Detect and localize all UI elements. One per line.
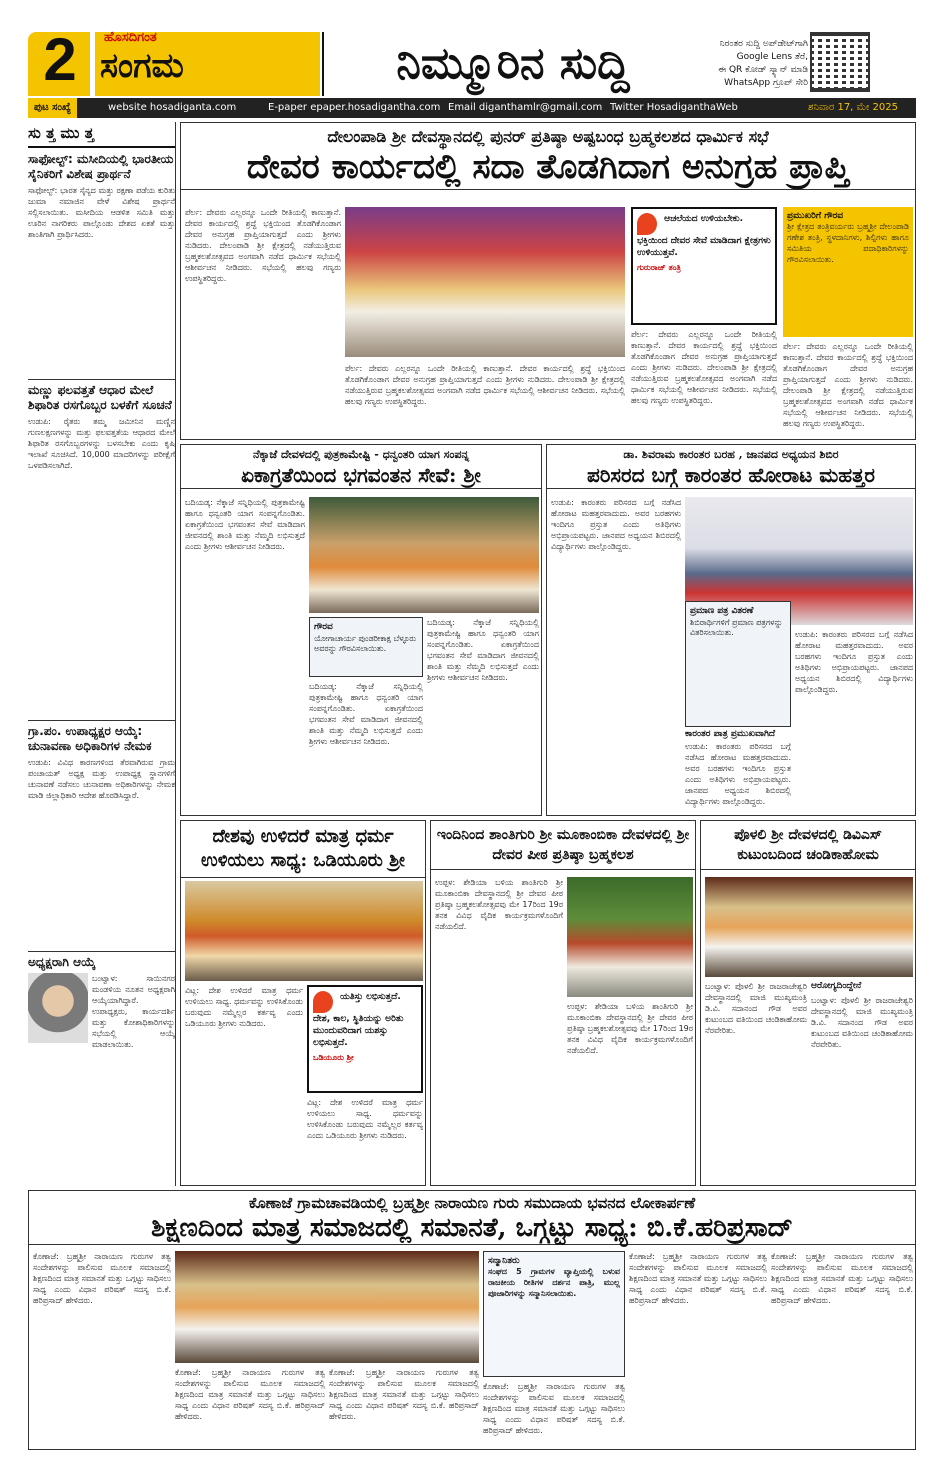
story-body: ಬದಿಯಡ್ಕ: ನೆಕ್ಕಾಜೆ ಸನ್ನಿಧಿಯಲ್ಲಿ ಪುತ್ರಕಾಮೇಷ್ಟಿ ಹಾಗೂ ಧನ್ವಂತರಿ ಯಾಗ ಸಂಪನ್ನಗೊಂಡಿತು. ಏಕಾಗ್ರತೆಯಿಂದ ಭಗವಂತನ ಸೇವೆ ಮಾಡಿದಾಗ ಜೀವನದಲ್ಲಿ ಶಾಂತಿ ಮತ್ತು ನೆಮ್ಮದಿ ಲಭಿಸುತ್ತದೆ ಎಂದು ಶ್ರೀಗಳು ಆಶೀರ್ವಚನ ನೀಡಿದರು. (427, 618, 539, 682)
qr-line: ಈ QR ಕೋಡ್ ಸ್ಕ್ಯಾನ್ ಮಾಡಿ (718, 65, 808, 75)
event-photo (705, 877, 913, 977)
left-article-headline[interactable]: ಅಧ್ಯಕ್ಷರಾಗಿ ಆಯ್ಕೆ (28, 951, 175, 970)
bottom-story (28, 1190, 916, 1450)
story-headline[interactable]: ದೇಶವು ಉಳಿದರೆ ಮಾತ್ರ ಧರ್ಮ ಉಳಿಯಲು ಸಾಧ್ಯ: ಒಡಿಯೂರು ಶ್ರೀ (181, 821, 425, 878)
person-photo (28, 973, 88, 1043)
quote-icon (313, 991, 333, 1013)
masthead-title: ನಿಮ್ಮೂರಿನ ಸುದ್ದಿ (322, 32, 702, 96)
box-headline: ಸನ್ಮಾನಿತರು (488, 1256, 520, 1266)
story-kicker: ಕೊಣಾಜೆ ಗ್ರಾಮಚಾವಡಿಯಲ್ಲಿ ಬ್ರಹ್ಮಶ್ರೀ ನಾರಾಯಣ ಗುರು ಸಮುದಾಯ ಭವನದ ಲೋಕಾರ್ಪಣೆ (248, 1194, 696, 1212)
section-label: ಪುಟ ಸಂಖ್ಯೆ (28, 98, 77, 118)
issue-date: ಶನಿವಾರ 17, ಮೇ 2025 (808, 102, 898, 113)
story-body: ಬಂಟ್ವಾಳ: ಪೊಳಲಿ ಶ್ರೀ ರಾಜರಾಜೇಶ್ವರಿ ದೇವಸ್ಥಾನದಲ್ಲಿ ಮಾಜಿ ಮುಖ್ಯಮಂತ್ರಿ ಡಿ.ವಿ. ಸದಾನಂದ ಗೌಡ ಅವರ ಕುಟುಂಬದ ವತಿಯಿಂದ ಚಂಡಿಕಾಹೋಮ ನೆರವೇರಿತು. (811, 996, 913, 1049)
suttamutta-logo: ಸು ತ್ತ ಮು ತ್ತ (28, 122, 175, 148)
info-box (309, 617, 423, 677)
left-article-body: ಉಡುಪಿ: ವಿವಿಧ ಕಾರಣಗಳಿಂದ ತೆರವಾಗಿರುವ ಗ್ರಾಮ ಪಂಚಾಯತ್ ಅಧ್ಯಕ್ಷ ಮತ್ತು ಉಪಾಧ್ಯಕ್ಷ ಸ್ಥಾನಗಳಿಗೆ ಚುನಾವಣೆ ನಡೆಸಲು ಚುನಾವಣಾ ಅಧಿಕಾರಿಗಳನ್ನು ನೇಮಕ ಮಾಡಿ ಜಿಲ್ಲಾಧಿಕಾರಿ ಆದೇಶ ಹೊರಡಿಸಿದ್ದಾರೆ. (28, 758, 175, 800)
story-body: ಉಡುಪಿ: ಕಾರಂತರು ಪರಿಸರದ ಬಗ್ಗೆ ನಡೆಸಿದ ಹೋರಾಟ ಮಹತ್ತರವಾದುದು. ಅವರ ಬರಹಗಳು ಇಂದಿಗೂ ಪ್ರಸ್ತುತ ಎಂದು ಅತಿಥಿಗಳು ಅಭಿಪ್ರಾಯಪಟ್ಟರು. ಜಾನಪದ ಅಧ್ಯಯನ ಶಿಬಿರದಲ್ಲಿ ವಿದ್ಯಾರ್ಥಿಗಳು ಪಾಲ್ಗೊಂಡಿದ್ದರು. (795, 630, 913, 694)
info-head: ಪ್ರಮಾಣ ಪತ್ರ ವಿತರಣೆ (690, 606, 754, 616)
story-body: ಉಪ್ಪಳ: ಶೇಡಿಯಾ ಬಳಿಯ ಶಾಂತಿಗುರಿ ಶ್ರೀ ಮೂಕಾಂಬಿಕಾ ದೇವಸ್ಥಾನದಲ್ಲಿ ಶ್ರೀ ದೇವರ ಪೀಠ ಪ್ರತಿಷ್ಠಾ ಬ್ರಹ್ಮಕಲಶೋತ್ಸವವು ಮೇ 17ರಿಂದ 19ರ ತನಕ ವಿವಿಧ ವೈದಿಕ ಕಾರ್ಯಕ್ರಮಗಳೊಂದಿಗೆ ನಡೆಯಲಿದೆ. (435, 878, 563, 931)
honour-box (783, 207, 913, 337)
story-headline[interactable]: ಏಕಾಗ್ರತೆಯಿಂದ ಭಗವಂತನ ಸೇವೆ: ಶ್ರೀ (181, 462, 541, 489)
story-body: ಕೊಣಾಜೆ: ಬ್ರಹ್ಮಶ್ರೀ ನಾರಾಯಣ ಗುರುಗಳ ತತ್ವ ಸಂದೇಶಗಳನ್ನು ಪಾಲಿಸುವ ಮೂಲಕ ಸಮಾಜದಲ್ಲಿ ಶಿಕ್ಷಣದಿಂದ ಮಾತ್ರ ಸಮಾನತೆ ಮತ್ತು ಒಗ್ಗಟ್ಟು ಸಾಧಿಸಲು ಸಾಧ್ಯ ಎಂದು ವಿಧಾನ ಪರಿಷತ್ ಸದಸ್ಯ ಬಿ.ಕೆ. ಹರಿಪ್ರಸಾದ್ ಹೇಳಿದರು. (483, 1382, 625, 1435)
info-head: ಗೌರವ (314, 622, 333, 632)
left-article-body: ಬಂಟ್ವಾಳ: ಸಾಯಿನಗರ ಮಂಡಳಿಯ ನೂತನ ಅಧ್ಯಕ್ಷರಾಗಿ ಆಯ್ಕೆಯಾಗಿದ್ದಾರೆ. ಉಪಾಧ್ಯಕ್ಷರು, ಕಾರ್ಯದರ್ಶಿ ಮತ್ತು ಕೋಶಾಧಿಕಾರಿಗಳನ್ನು ಸಭೆಯಲ್ಲಿ ಆಯ್ಕೆ ಮಾಡಲಾಯಿತು. (92, 974, 175, 1049)
page-number: 2 (43, 26, 77, 93)
top-story-body: ಪೆರ್ಲ: ದೇವರು ಎಲ್ಲರನ್ನೂ ಒಂದೇ ರೀತಿಯಲ್ಲಿ ಕಾಣುತ್ತಾನೆ. ದೇವರ ಕಾರ್ಯದಲ್ಲಿ ಶ್ರದ್ಧೆ ಭಕ್ತಿಯಿಂದ ತೊಡಗಿಕೊಂಡಾಗ ದೇವರ ಅನುಗ್ರಹ ಪ್ರಾಪ್ತಿಯಾಗುತ್ತದೆ ಎಂದು ಶ್ರೀಗಳು ನುಡಿದರು. ದೇಲಂಪಾಡಿ ಶ್ರೀ ಕ್ಷೇತ್ರದಲ್ಲಿ ನಡೆಯುತ್ತಿರುವ ಬ್ರಹ್ಮಕಲಶೋತ್ಸವದ ಅಂಗವಾಗಿ ನಡೆದ ಧಾರ್ಮಿಕ ಸಭೆಯಲ್ಲಿ ಆಶೀರ್ವಚನ ನೀಡಿದರು. ಸಭೆಯಲ್ಲಿ ಹಲವು ಗಣ್ಯರು ಉಪಸ್ಥಿತರಿದ್ದರು. (783, 342, 913, 428)
box-body: ಸಂಘದ 5 ಗ್ರಾಮಗಳ ವ್ಯಾಪ್ತಿಯಲ್ಲಿ ಬಳುವ ರಾಜಕೀಯ ರೀತಿಗಳ ದರ್ಶನ ಪಾತ್ರಿ, ಮುಲ್ಲ ಪೂಜಾರಿಗಳನ್ನು ಸನ್ಮಾನಿಸಲಾಯಿತು. (488, 1267, 620, 1298)
story-kicker: ಡಾ. ಶಿವರಾಮ ಕಾರಂತರ ಬರಹ , ಜಾನಪದ ಅಧ್ಯಯನ ಶಿಬಿರ (623, 448, 839, 461)
quote-text: ಯತಿಸ್ತು ಲಭಿಸುತ್ತದೆ. ದೇಶ, ಕಾಲ, ಸ್ಥಿತಿಯನ್ನು ಅರಿತು ಮುಂದುವರಿದಾಗ ಯಶಸ್ಸು ಲಭಿಸುತ್ತದೆ. (313, 992, 404, 1048)
quote-text: ಆಚಲೆಯದ ಉಳಿಯಬೇಕು. ಭಕ್ತಿಯಿಂದ ದೇವರ ಸೇವೆ ಮಾಡಿದಾಗ ಕ್ಷೇತ್ರಗಳು ಉಳಿಯುತ್ತವೆ. (637, 214, 771, 258)
story-body: ಕೊಣಾಜೆ: ಬ್ರಹ್ಮಶ್ರೀ ನಾರಾಯಣ ಗುರುಗಳ ತತ್ವ ಸಂದೇಶಗಳನ್ನು ಪಾಲಿಸುವ ಮೂಲಕ ಸಮಾಜದಲ್ಲಿ ಶಿಕ್ಷಣದಿಂದ ಮಾತ್ರ ಸಮಾನತೆ ಮತ್ತು ಒಗ್ಗಟ್ಟು ಸಾಧಿಸಲು ಸಾಧ್ಯ ಎಂದು ವಿಧಾನ ಪರಿಷತ್ ಸದಸ್ಯ ಬಿ.ಕೆ. ಹರಿಪ್ರಸಾದ್ ಹೇಳಿದರು. (33, 1252, 171, 1305)
top-story-body: ಪೆರ್ಲ: ದೇವರು ಎಲ್ಲರನ್ನೂ ಒಂದೇ ರೀತಿಯಲ್ಲಿ ಕಾಣುತ್ತಾನೆ. ದೇವರ ಕಾರ್ಯದಲ್ಲಿ ಶ್ರದ್ಧೆ ಭಕ್ತಿಯಿಂದ ತೊಡಗಿಕೊಂಡಾಗ ದೇವರ ಅನುಗ್ರಹ ಪ್ರಾಪ್ತಿಯಾಗುತ್ತದೆ ಎಂದು ಶ್ರೀಗಳು ನುಡಿದರು. ದೇಲಂಪಾಡಿ ಶ್ರೀ ಕ್ಷೇತ್ರದಲ್ಲಿ ನಡೆಯುತ್ತಿರುವ ಬ್ರಹ್ಮಕಲಶೋತ್ಸವದ ಅಂಗವಾಗಿ ನಡೆದ ಧಾರ್ಮಿಕ ಸಭೆಯಲ್ಲಿ ಆಶೀರ್ವಚನ ನೀಡಿದರು. ಸಭೆಯಲ್ಲಿ ಹಲವು ಗಣ್ಯರು ಉಪಸ್ಥಿತರಿದ್ದರು. (631, 330, 777, 405)
temple-photo (567, 877, 693, 997)
story-body: ಕೊಣಾಜೆ: ಬ್ರಹ್ಮಶ್ರೀ ನಾರಾಯಣ ಗುರುಗಳ ತತ್ವ ಸಂದೇಶಗಳನ್ನು ಪಾಲಿಸುವ ಮೂಲಕ ಸಮಾಜದಲ್ಲಿ ಶಿಕ್ಷಣದಿಂದ ಮಾತ್ರ ಸಮಾನತೆ ಮತ್ತು ಒಗ್ಗಟ್ಟು ಸಾಧಿಸಲು ಸಾಧ್ಯ ಎಂದು ವಿಧಾನ ಪರಿಷತ್ ಸದಸ್ಯ ಬಿ.ಕೆ. ಹರಿಪ್ರಸಾದ್ ಹೇಳಿದರು. (771, 1252, 913, 1305)
twitter-link[interactable]: Twitter HosadiganthaWeb (610, 102, 738, 113)
felicitation-box (483, 1251, 625, 1377)
qr-line: Google Lens ತೆರೆ, (736, 52, 808, 62)
story-body: ವಿಟ್ಲ: ದೇಶ ಉಳಿದರೆ ಮಾತ್ರ ಧರ್ಮ ಉಳಿಯಲು ಸಾಧ್ಯ. ಧರ್ಮವನ್ನು ಉಳಿಸಿಕೊಂಡು ಬರುವುದು ನಮ್ಮೆಲ್ಲರ ಕರ್ತವ್ಯ ಎಂದು ಒಡಿಯೂರು ಶ್ರೀಗಳು ನುಡಿದರು. (185, 986, 303, 1028)
event-photo (345, 207, 625, 357)
info-box (685, 601, 791, 727)
story-mookambika (430, 820, 696, 1186)
website-link[interactable]: website hosadiganta.com (108, 102, 237, 113)
left-article-headline[interactable]: ಮಣ್ಣು ಫಲವತ್ತತೆ ಆಧಾರ ಮೇಲೆ ಶಿಫಾರಿತ ರಸಗೊಬ್ಬರ ಬಳಕೆಗೆ ಸೂಚನೆ (28, 379, 175, 413)
story-body: ಬದಿಯಡ್ಕ: ನೆಕ್ಕಾಜೆ ಸನ್ನಿಧಿಯಲ್ಲಿ ಪುತ್ರಕಾಮೇಷ್ಟಿ ಹಾಗೂ ಧನ್ವಂತರಿ ಯಾಗ ಸಂಪನ್ನಗೊಂಡಿತು. ಏಕಾಗ್ರತೆಯಿಂದ ಭಗವಂತನ ಸೇವೆ ಮಾಡಿದಾಗ ಜೀವನದಲ್ಲಿ ಶಾಂತಿ ಮತ್ತು ನೆಮ್ಮದಿ ಲಭಿಸುತ್ತದೆ ಎಂದು ಶ್ರೀಗಳು ಆಶೀರ್ವಚನ ನೀಡಿದರು. (309, 682, 423, 746)
top-story-kicker: ದೇಲಂಪಾಡಿ ಶ್ರೀ ದೇವಸ್ಥಾನದಲ್ಲಿ ಪುನರ್ ಪ್ರತಿಷ್ಠಾ ಅಷ್ಟಬಂಧ ಬ್ರಹ್ಮಕಲಶದ ಧಾರ್ಮಿಕ ಸಭೆ (327, 127, 769, 146)
honour-headline: ಪ್ರಮುಖರಿಗೆ ಗೌರವ (787, 211, 844, 221)
story-headline[interactable]: ಶಿಕ್ಷಣದಿಂದ ಮಾತ್ರ ಸಮಾಜದಲ್ಲಿ ಸಮಾನತೆ, ಒಗ್ಗಟ್ಟು ಸಾಧ್ಯ: ಬಿ.ಕೆ.ಹರಿಪ್ರಸಾದ್ (29, 1212, 915, 1245)
story-body: ಕೊಣಾಜೆ: ಬ್ರಹ್ಮಶ್ರೀ ನಾರಾಯಣ ಗುರುಗಳ ತತ್ವ ಸಂದೇಶಗಳನ್ನು ಪಾಲಿಸುವ ಮೂಲಕ ಸಮಾಜದಲ್ಲಿ ಶಿಕ್ಷಣದಿಂದ ಮಾತ್ರ ಸಮಾನತೆ ಮತ್ತು ಒಗ್ಗಟ್ಟು ಸಾಧಿಸಲು ಸಾಧ್ಯ ಎಂದು ವಿಧಾನ ಪರಿಷತ್ ಸದಸ್ಯ ಬಿ.ಕೆ. ಹರಿಪ್ರಸಾದ್ ಹೇಳಿದರು. (175, 1368, 325, 1421)
story-polali (700, 820, 916, 1186)
qr-instructions (696, 38, 808, 90)
left-article-body: ಉಡುಪಿ: ರೈತರು ತಮ್ಮ ಜಮೀನಿನ ಮಣ್ಣಿನ ಗುಣಲಕ್ಷಣಗಳನ್ನು ಮತ್ತು ಫಲವತ್ತತೆಯ ಆಧಾರದ ಮೇಲೆ ಶಿಫಾರಿತ ರಸಗೊಬ್ಬರಗಳನ್ನು ಬಳಸಬೇಕು ಎಂದು ಕೃಷಿ ಇಲಾಖೆ ಸೂಚಿಸಿದೆ. 10,000 ಮಾದರಿಗಳನ್ನು ಪರೀಕ್ಷೆಗೆ ಒಳಪಡಿಸಲಾಗಿದೆ. (28, 417, 175, 470)
story-body: ಉಪ್ಪಳ: ಶೇಡಿಯಾ ಬಳಿಯ ಶಾಂತಿಗುರಿ ಶ್ರೀ ಮೂಕಾಂಬಿಕಾ ದೇವಸ್ಥಾನದಲ್ಲಿ ಶ್ರೀ ದೇವರ ಪೀಠ ಪ್ರತಿಷ್ಠಾ ಬ್ರಹ್ಮಕಲಶೋತ್ಸವವು ಮೇ 17ರಿಂದ 19ರ ತನಕ ವಿವಿಧ ವೈದಿಕ ಕಾರ್ಯಕ್ರಮಗಳೊಂದಿಗೆ ನಡೆಯಲಿದೆ. (567, 1002, 693, 1055)
quote-author: ಗುರುರಾಜ್ ತಂತ್ರಿ (637, 263, 681, 272)
top-story (180, 122, 916, 440)
brand-publication: ಹೊಸದಿಗಂತ (104, 30, 157, 45)
event-photo (309, 497, 539, 613)
story-body: ಬದಿಯಡ್ಕ: ನೆಕ್ಕಾಜೆ ಸನ್ನಿಧಿಯಲ್ಲಿ ಪುತ್ರಕಾಮೇಷ್ಟಿ ಹಾಗೂ ಧನ್ವಂತರಿ ಯಾಗ ಸಂಪನ್ನಗೊಂಡಿತು. ಏಕಾಗ್ರತೆಯಿಂದ ಭಗವಂತನ ಸೇವೆ ಮಾಡಿದಾಗ ಜೀವನದಲ್ಲಿ ಶಾಂತಿ ಮತ್ತು ನೆಮ್ಮದಿ ಲಭಿಸುತ್ತದೆ ಎಂದು ಶ್ರೀಗಳು ಆಶೀರ್ವಚನ ನೀಡಿದರು. (185, 498, 305, 551)
top-story-body: ಪೆರ್ಲ: ದೇವರು ಎಲ್ಲರನ್ನೂ ಒಂದೇ ರೀತಿಯಲ್ಲಿ ಕಾಣುತ್ತಾನೆ. ದೇವರ ಕಾರ್ಯದಲ್ಲಿ ಶ್ರದ್ಧೆ ಭಕ್ತಿಯಿಂದ ತೊಡಗಿಕೊಂಡಾಗ ದೇವರ ಅನುಗ್ರಹ ಪ್ರಾಪ್ತಿಯಾಗುತ್ತದೆ ಎಂದು ಶ್ರೀಗಳು ನುಡಿದರು. ದೇಲಂಪಾಡಿ ಶ್ರೀ ಕ್ಷೇತ್ರದಲ್ಲಿ ನಡೆಯುತ್ತಿರುವ ಬ್ರಹ್ಮಕಲಶೋತ್ಸವದ ಅಂಗವಾಗಿ ನಡೆದ ಧಾರ್ಮಿಕ ಸಭೆಯಲ್ಲಿ ಆಶೀರ್ವಚನ ನೀಡಿದರು. ಸಭೆಯಲ್ಲಿ ಹಲವು ಗಣ್ಯರು ಉಪಸ್ಥಿತರಿದ್ದರು. (345, 364, 625, 406)
event-photo (185, 881, 423, 981)
left-column (28, 122, 176, 1186)
story-body: ಬಂಟ್ವಾಳ: ಪೊಳಲಿ ಶ್ರೀ ರಾಜರಾಜೇಶ್ವರಿ ದೇವಸ್ಥಾನದಲ್ಲಿ ಮಾಜಿ ಮುಖ್ಯಮಂತ್ರಿ ಡಿ.ವಿ. ಸದಾನಂದ ಗೌಡ ಅವರ ಕುಟುಂಬದ ವತಿಯಿಂದ ಚಂಡಿಕಾಹೋಮ ನೆರವೇರಿತು. (705, 982, 807, 1035)
left-article-body: ಸಾಫೋಲ್ಟ್: ಭಾರತ ಸೈನ್ಯದ ಮತ್ತು ರಕ್ಷಣಾ ಪಡೆಯ ಕುರಿತು ಜುಮಾ ನಮಾಜಿನ ವೇಳೆ ವಿಶೇಷ ಪ್ರಾರ್ಥನೆ ಸಲ್ಲಿಸಲಾಯಿತು. ಮಸೀದಿಯ ಆಡಳಿತ ಸಮಿತಿ ಮತ್ತು ಊರಿನ ನಾಗರಿಕರು ಪಾಲ್ಗೊಂಡು ದೇಶದ ಏಕತೆ ಮತ್ತು ಶಾಂತಿಗಾಗಿ ಪ್ರಾರ್ಥಿಸಿದರು. (28, 186, 175, 239)
top-story-body: ಪೆರ್ಲ: ದೇವರು ಎಲ್ಲರನ್ನೂ ಒಂದೇ ರೀತಿಯಲ್ಲಿ ಕಾಣುತ್ತಾನೆ. ದೇವರ ಕಾರ್ಯದಲ್ಲಿ ಶ್ರದ್ಧೆ ಭಕ್ತಿಯಿಂದ ತೊಡಗಿಕೊಂಡಾಗ ದೇವರ ಅನುಗ್ರಹ ಪ್ರಾಪ್ತಿಯಾಗುತ್ತದೆ ಎಂದು ಶ್ರೀಗಳು ನುಡಿದರು. ದೇಲಂಪಾಡಿ ಶ್ರೀ ಕ್ಷೇತ್ರದಲ್ಲಿ ನಡೆಯುತ್ತಿರುವ ಬ್ರಹ್ಮಕಲಶೋತ್ಸವದ ಅಂಗವಾಗಿ ನಡೆದ ಧಾರ್ಮಿಕ ಸಭೆಯಲ್ಲಿ ಆಶೀರ್ವಚನ ನೀಡಿದರು. ಸಭೆಯಲ್ಲಿ ಹಲವು ಗಣ್ಯರು ಉಪಸ್ಥಿತರಿದ್ದರು. (185, 208, 341, 283)
story-karanth (546, 444, 916, 816)
qr-code-pattern (814, 36, 866, 88)
qr-line: WhatsApp ಗ್ರೂಪ್ ಸೇರಿ (724, 78, 808, 88)
info-bar (28, 98, 916, 118)
top-story-headline[interactable]: ದೇವರ ಕಾರ್ಯದಲ್ಲಿ ಸದಾ ತೊಡಗಿದಾಗ ಅನುಗ್ರಹ ಪ್ರಾಪ್ತಿ (181, 147, 915, 190)
email-link[interactable]: Email diganthamlr@gmail.com (448, 102, 603, 113)
story-odiyur (180, 820, 426, 1186)
quote-author: ಒಡಿಯೂರು ಶ್ರೀ (313, 1053, 354, 1062)
story-body: ವಿಟ್ಲ: ದೇಶ ಉಳಿದರೆ ಮಾತ್ರ ಧರ್ಮ ಉಳಿಯಲು ಸಾಧ್ಯ. ಧರ್ಮವನ್ನು ಉಳಿಸಿಕೊಂಡು ಬರುವುದು ನಮ್ಮೆಲ್ಲರ ಕರ್ತವ್ಯ ಎಂದು ಒಡಿಯೂರು ಶ್ರೀಗಳು ನುಡಿದರು. (307, 1098, 423, 1140)
story-subhead: ಕಾರಂತರ ಪಾತ್ರ ಪ್ರಮುಖವಾಗಿದೆ (685, 729, 776, 739)
story-body: ಕೊಣಾಜೆ: ಬ್ರಹ್ಮಶ್ರೀ ನಾರಾಯಣ ಗುರುಗಳ ತತ್ವ ಸಂದೇಶಗಳನ್ನು ಪಾಲಿಸುವ ಮೂಲಕ ಸಮಾಜದಲ್ಲಿ ಶಿಕ್ಷಣದಿಂದ ಮಾತ್ರ ಸಮಾನತೆ ಮತ್ತು ಒಗ್ಗಟ್ಟು ಸಾಧಿಸಲು ಸಾಧ್ಯ ಎಂದು ವಿಧಾನ ಪರಿಷತ್ ಸದಸ್ಯ ಬಿ.ಕೆ. ಹರಿಪ್ರಸಾದ್ ಹೇಳಿದರು. (329, 1368, 479, 1421)
left-article-headline[interactable]: ಗ್ರಾ.ಪಂ. ಉಪಾಧ್ಯಕ್ಷರ ಆಯ್ಕೆ: ಚುನಾವಣಾ ಅಧಿಕಾರಿಗಳ ನೇಮಕ (28, 720, 175, 754)
story-subhead: ಆರೋಗ್ಯದಿಂದ್ದೇನೆ (811, 981, 862, 991)
event-photo (175, 1251, 479, 1363)
story-body: ಉಡುಪಿ: ಕಾರಂತರು ಪರಿಸರದ ಬಗ್ಗೆ ನಡೆಸಿದ ಹೋರಾಟ ಮಹತ್ತರವಾದುದು. ಅವರ ಬರಹಗಳು ಇಂದಿಗೂ ಪ್ರಸ್ತುತ ಎಂದು ಅತಿಥಿಗಳು ಅಭಿಪ್ರಾಯಪಟ್ಟರು. ಜಾನಪದ ಅಧ್ಯಯನ ಶಿಬಿರದಲ್ಲಿ ವಿದ್ಯಾರ್ಥಿಗಳು ಪಾಲ್ಗೊಂಡಿದ್ದರು. (551, 498, 681, 551)
left-article-headline[interactable]: ಸಾಫೋಲ್ಟ್: ಮಸೀದಿಯಲ್ಲಿ ಭಾರತೀಯ ಸೈನಿಕರಿಗೆ ವಿಶೇಷ ಪ್ರಾರ್ಥನೆ (28, 152, 174, 181)
info-body: ಶಿಬಿರಾರ್ಥಿಗಳಿಗೆ ಪ್ರಮಾಣ ಪತ್ರಗಳನ್ನು ವಿತರಿಸಲಾಯಿತು. (690, 618, 783, 637)
story-headline[interactable]: ಪರಿಸರದ ಬಗ್ಗೆ ಕಾರಂತರ ಹೋರಾಟ ಮಹತ್ತರ (547, 462, 915, 489)
epaper-link[interactable]: E-paper epaper.hosadigantha.com (268, 102, 441, 113)
brand-name: ಸಂಗಮ (100, 46, 184, 86)
quote-box (631, 207, 777, 325)
story-body: ಕೊಣಾಜೆ: ಬ್ರಹ್ಮಶ್ರೀ ನಾರಾಯಣ ಗುರುಗಳ ತತ್ವ ಸಂದೇಶಗಳನ್ನು ಪಾಲಿಸುವ ಮೂಲಕ ಸಮಾಜದಲ್ಲಿ ಶಿಕ್ಷಣದಿಂದ ಮಾತ್ರ ಸಮಾನತೆ ಮತ್ತು ಒಗ್ಗಟ್ಟು ಸಾಧಿಸಲು ಸಾಧ್ಯ ಎಂದು ವಿಧಾನ ಪರಿಷತ್ ಸದಸ್ಯ ಬಿ.ಕೆ. ಹರಿಪ್ರಸಾದ್ ಹೇಳಿದರು. (629, 1252, 767, 1305)
story-yaga (180, 444, 542, 816)
info-body: ಯೋಗಾಚಾರ್ಯ ಪುಂಡರೀಕಾಕ್ಷ ಬೆಳ್ಳೂರು ಅವರನ್ನು ಗೌರವಿಸಲಾಯಿತು. (314, 634, 417, 653)
story-headline[interactable]: ಪೊಳಲಿ ಶ್ರೀ ದೇವಳದಲ್ಲಿ ಡಿವಿಎಸ್ ಕುಟುಂಬದಿಂದ ಚಂಡಿಕಾಹೋಮ (701, 821, 915, 870)
story-headline[interactable]: ಇಂದಿನಿಂದ ಶಾಂತಿಗುರಿ ಶ್ರೀ ಮೂಕಾಂಬಿಕಾ ದೇವಳದಲ್ಲಿ ಶ್ರೀ ದೇವರ ಪೀಠ ಪ್ರತಿಷ್ಠಾ ಬ್ರಹ್ಮಕಲಶ (431, 821, 695, 870)
story-body: ಉಡುಪಿ: ಕಾರಂತರು ಪರಿಸರದ ಬಗ್ಗೆ ನಡೆಸಿದ ಹೋರಾಟ ಮಹತ್ತರವಾದುದು. ಅವರ ಬರಹಗಳು ಇಂದಿಗೂ ಪ್ರಸ್ತುತ ಎಂದು ಅತಿಥಿಗಳು ಅಭಿಪ್ರಾಯಪಟ್ಟರು. ಜಾನಪದ ಅಧ್ಯಯನ ಶಿಬಿರದಲ್ಲಿ ವಿದ್ಯಾರ್ಥಿಗಳು ಪಾಲ್ಗೊಂಡಿದ್ದರು. (685, 742, 791, 806)
quote-box (307, 985, 423, 1093)
story-kicker: ನೆಕ್ಕಾಜೆ ದೇವಳದಲ್ಲಿ ಪುತ್ರಕಾಮೇಷ್ಟಿ - ಧನ್ವಂತರಿ ಯಾಗ ಸಂಪನ್ನ (252, 448, 470, 461)
qr-line: ನಿರಂತರ ಸುದ್ದಿ ಅಪ್‌ಡೇಟ್‌ಗಾಗಿ (719, 39, 808, 49)
honour-body: ಶ್ರೀ ಕ್ಷೇತ್ರದ ತಂತ್ರಿವರ್ಯರು ಬ್ರಹ್ಮಶ್ರೀ ದೇಲಂಪಾಡಿ ಗಣೇಶ ತಂತ್ರಿ, ಸ್ಥಳದಾನಿಗಳು, ಶಿಲ್ಪಿಗಳು ಹಾಗೂ ಸಮಿತಿಯ ಪದಾಧಿಕಾರಿಗಳನ್ನು ಗೌರವಿಸಲಾಯಿತು. (787, 222, 909, 264)
quote-icon (637, 213, 657, 235)
